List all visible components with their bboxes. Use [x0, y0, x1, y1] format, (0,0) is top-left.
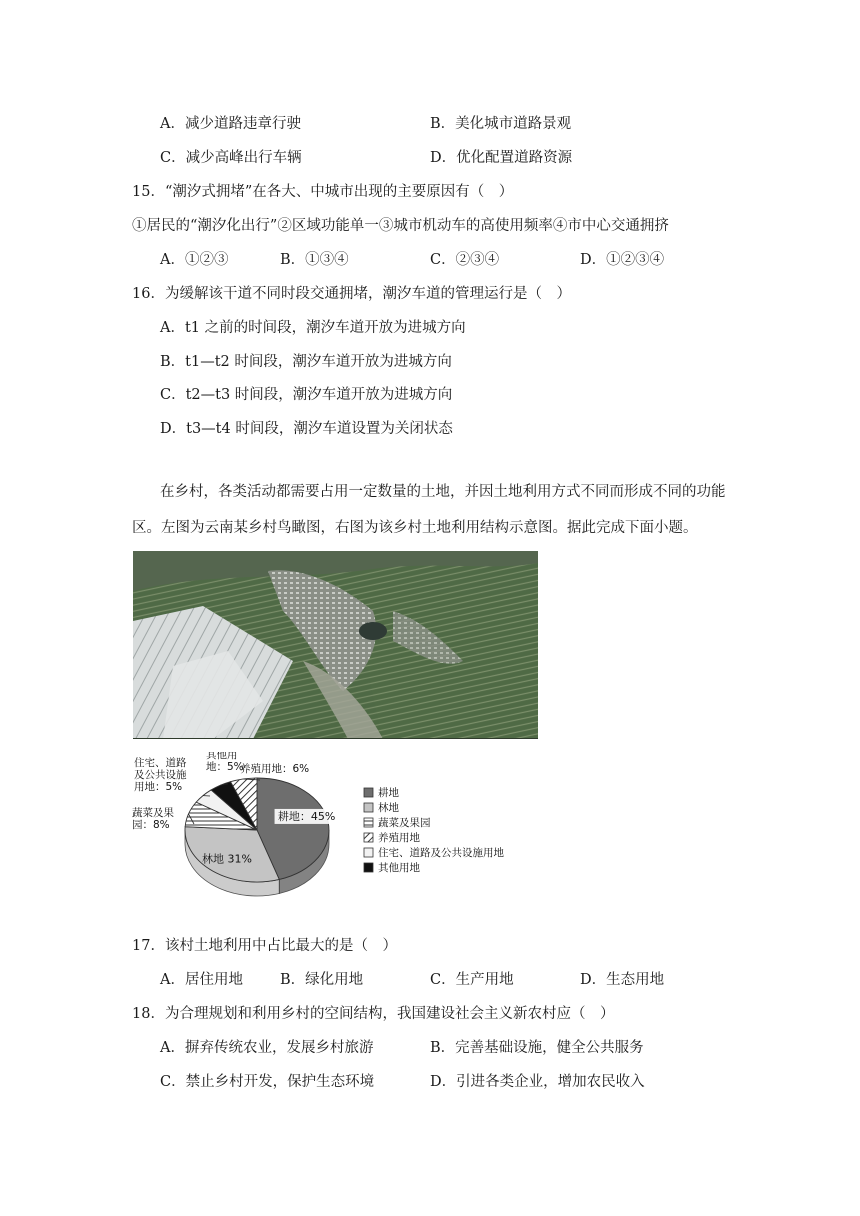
q15-statements: ①居民的“潮汐化出行”②区域功能单一③城市机动车的高使用频率④市中心交通拥挤	[132, 218, 669, 234]
q14-option-b: B．美化城市道路景观	[430, 116, 572, 132]
q17-option-d: D．生态用地	[580, 972, 665, 988]
legend-swatch-1	[364, 803, 373, 812]
q15-option-a: A．①②③	[160, 252, 229, 268]
legend-swatch-4	[364, 848, 373, 857]
pie-label-1: 林地 31%	[201, 852, 252, 866]
q14-option-d: D．优化配置道路资源	[430, 150, 573, 166]
legend-label-3: 养殖用地	[378, 832, 420, 844]
q17-option-b: B．绿化用地	[280, 972, 364, 988]
q14-option-a: A．减少道路违章行驶	[160, 116, 301, 132]
q15-option-c: C．②③④	[430, 252, 500, 268]
q18-option-c: C．禁止乡村开发，保护生态环境	[160, 1074, 375, 1090]
q14-option-c: C．减少高峰出行车辆	[160, 150, 302, 166]
q16-option-d: D．t3—t4 时间段，潮汐车道设置为关闭状态	[160, 421, 453, 437]
pie-legend	[364, 786, 504, 874]
q17-option-a: A．居住用地	[160, 972, 243, 988]
pie-label-4: 其他用地：5%	[206, 752, 244, 773]
legend-label-2: 蔬菜及果园	[378, 817, 431, 829]
q16-option-a: A．t1 之前的时间段，潮汐车道开放为进城方向	[160, 320, 466, 336]
q18-option-d: D．引进各类企业，增加农民收入	[430, 1074, 645, 1090]
pie-slices	[185, 778, 329, 882]
pie-label-5: 养殖用地：6%	[240, 763, 310, 775]
q16-stem: 16．为缓解该干道不同时段交通拥堵，潮汐车道的管理运行是（ ）	[132, 286, 571, 302]
village-aerial-photo	[133, 551, 538, 739]
legend-swatch-0	[364, 788, 373, 797]
legend-swatch-3	[364, 833, 373, 842]
q16-option-c: C．t2—t3 时间段，潮汐车道开放为进城方向	[160, 387, 453, 403]
q16-option-b: B．t1—t2 时间段，潮汐车道开放为进城方向	[160, 354, 452, 370]
q15-stem: 15．“潮汐式拥堵”在各大、中城市出现的主要原因有（ ）	[132, 184, 514, 200]
pie-label-2: 蔬菜及果园：8%	[132, 807, 174, 831]
legend-label-1: 林地	[378, 802, 399, 814]
q18-option-a: A．摒弃传统农业，发展乡村旅游	[160, 1040, 374, 1056]
passage-text: 在乡村，各类活动都需要占用一定数量的土地，并因土地利用方式不同而形成不同的功能区。左图为云南某乡村鸟瞰图，右图为该乡村土地利用结构示意图。据此完成下面小题。	[132, 484, 726, 536]
q18-stem: 18．为合理规划和利用乡村的空间结构，我国建设社会主义新农村应（ ）	[132, 1006, 615, 1022]
q17-option-c: C．生产用地	[430, 972, 514, 988]
legend-label-4: 住宅、道路及公共设施用地	[378, 847, 504, 859]
q15-option-b: B．①③④	[280, 252, 349, 268]
pie-label-3: 住宅、道路及公共设施用地：5%	[134, 757, 187, 793]
q15-option-d: D．①②③④	[580, 252, 665, 268]
legend-label-5: 其他用地	[378, 862, 420, 874]
legend-swatch-2	[364, 818, 373, 827]
reading-passage	[132, 474, 742, 546]
pie-label-0: 耕地：45%	[277, 809, 336, 823]
land-use-pie-chart	[132, 752, 532, 917]
q17-stem: 17．该村土地利用中占比最大的是（ ）	[132, 938, 397, 954]
q18-option-b: B．完善基础设施，健全公共服务	[430, 1040, 644, 1056]
legend-swatch-5	[364, 863, 373, 872]
legend-label-0: 耕地	[378, 787, 399, 799]
